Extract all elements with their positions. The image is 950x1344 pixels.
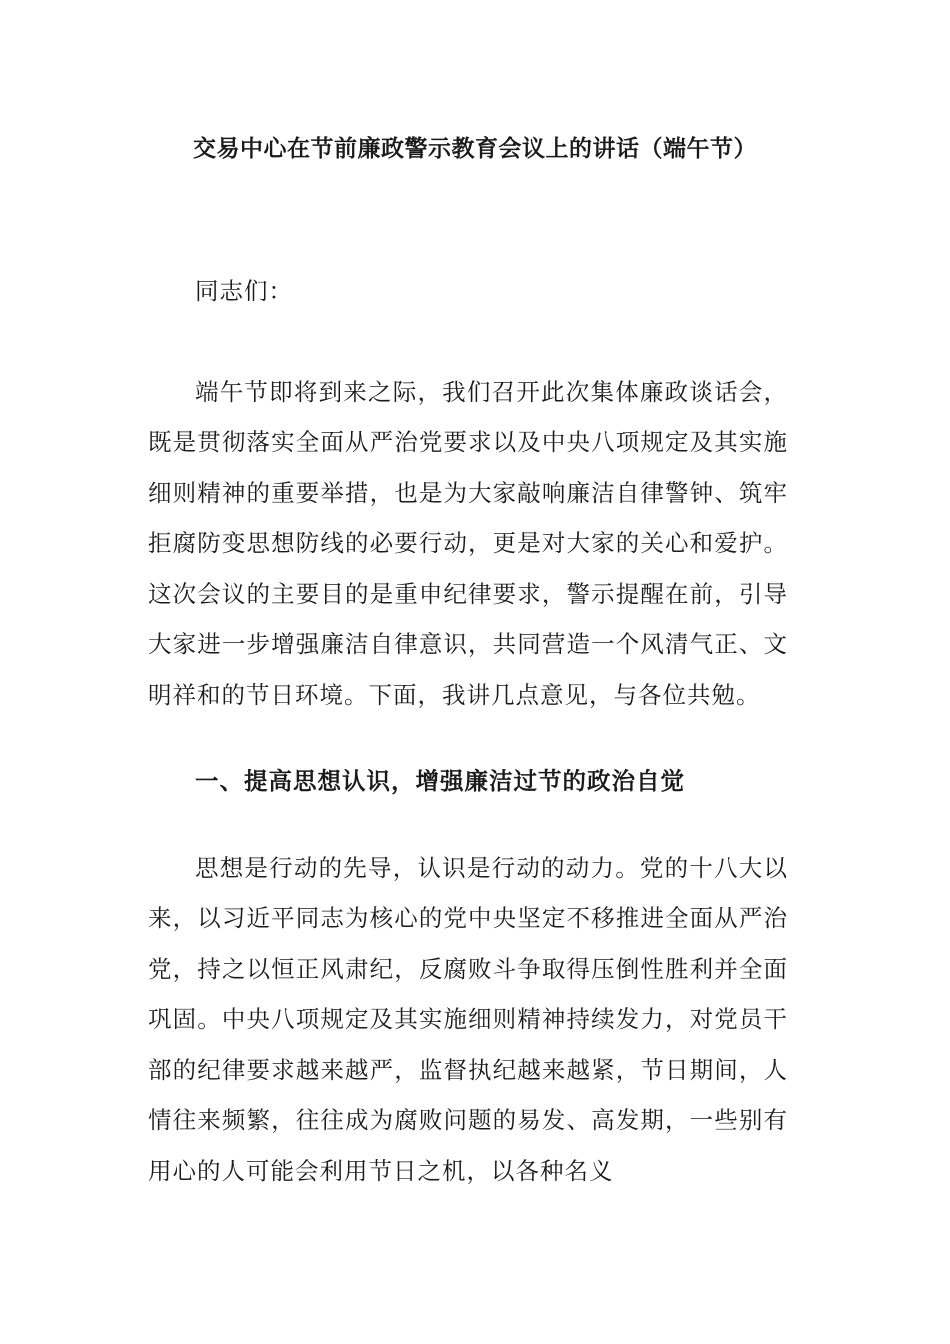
salutation: 同志们： — [195, 277, 293, 305]
intro-paragraph: 端午节即将到来之际，我们召开此次集体廉政谈话会，既是贯彻落实全面从严治党要求以及中央八项规定及其实施细则精神的重要举措，也是为大家敲响廉洁自律警钟、筑牢拒腐防变思想防线的必要行动，更是对大家的关心和爱护。这次会议的主要目的是重申纪律要求，警示提醒在前，引导大家进一步增强廉洁自律意识，共同营造一个风清气正、文明祥和的节日环境。下面，我讲几点意见，与各位共勉。 — [148, 377, 788, 709]
document-title: 交易中心在节前廉政警示教育会议上的讲话（端午节） — [193, 135, 757, 162]
section-1-paragraph: 思想是行动的先导，认识是行动的动力。党的十八大以来，以习近平同志为核心的党中央坚定不移推进全面从严治党，持之以恒正风肃纪，反腐败斗争取得压倒性胜利并全面巩固。中央八项规定及其实施细则精神持续发力，对党员干部的纪律要求越来越严，监督执纪越来越紧，节日期间，人情往来频繁，往往成为腐败问题的易发、高发期，一些别有用心的人可能会利用节日之机，以各种名义 — [148, 853, 788, 1185]
section-heading-1: 一、提高思想认识，增强廉洁过节的政治自觉 — [195, 767, 685, 795]
document-body — [148, 266, 788, 1196]
